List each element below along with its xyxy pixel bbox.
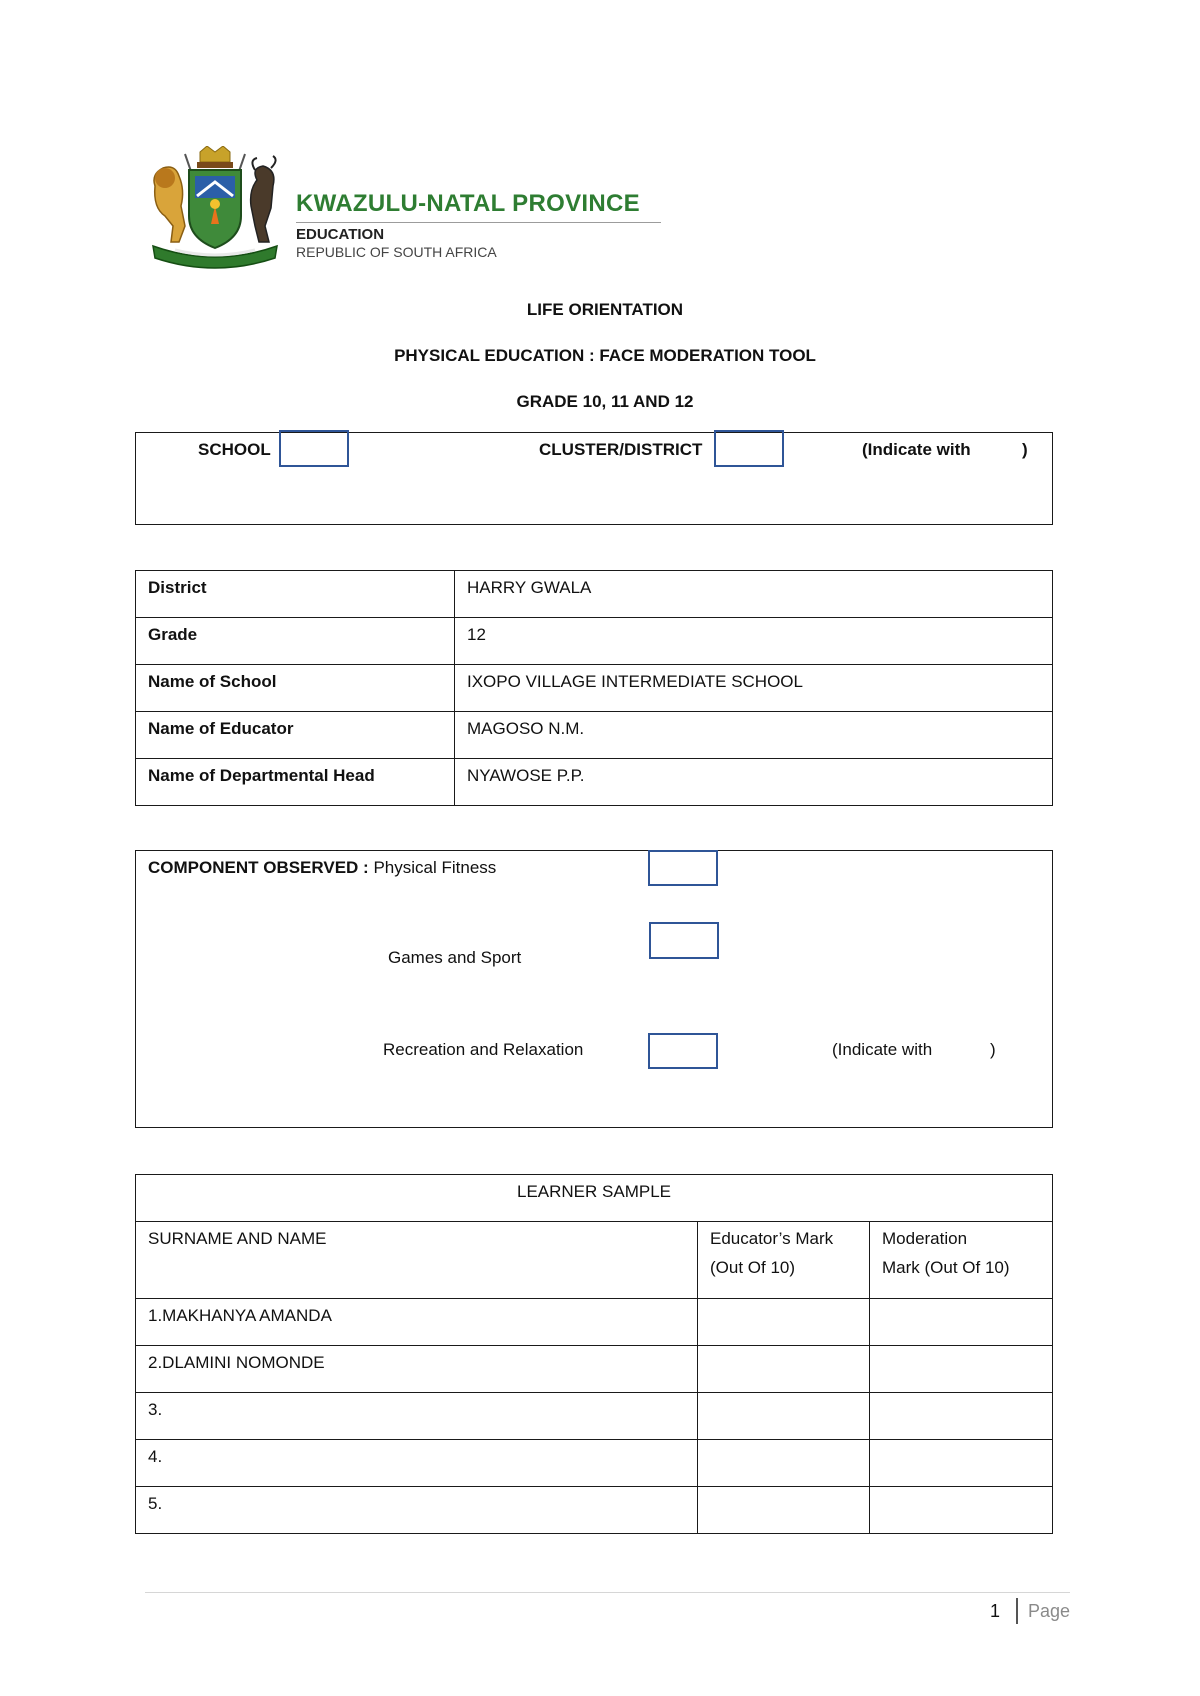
learner-name: 1.MAKHANYA AMANDA [136,1299,698,1346]
column-header-educator-mark [698,1222,870,1299]
page-separator [1016,1598,1018,1624]
component-option-physical-fitness: Physical Fitness [373,858,497,877]
cluster-district-tickbox[interactable] [714,430,784,467]
info-value: HARRY GWALA [455,571,1053,618]
school-tickbox[interactable] [279,430,349,467]
info-label: Grade [136,618,455,665]
educator-mark-cell[interactable] [698,1440,870,1487]
department-name: EDUCATION [296,226,385,243]
title-subject: LIFE ORIENTATION [526,300,684,319]
info-label: Name of Educator [136,712,455,759]
learner-name: 4. [136,1440,698,1487]
educator-mark-cell[interactable] [698,1487,870,1534]
recreation-tickbox[interactable] [648,1033,718,1069]
table-row [136,1393,1053,1440]
learner-sample-table [135,1174,1053,1534]
table-row [136,712,1053,759]
title-grades: GRADE 10, 11 AND 12 [516,392,694,411]
country-name: REPUBLIC OF SOUTH AFRICA [296,244,497,260]
column-header-moderation-mark [870,1222,1053,1299]
table-row [136,1346,1053,1393]
cluster-district-label: CLUSTER/DISTRICT [539,440,703,459]
province-name: KWAZULU-NATAL PROVINCE [296,190,640,217]
learner-sample-title: LEARNER SAMPLE [136,1175,1053,1222]
info-value: 12 [455,618,1053,665]
component-option-recreation: Recreation and Relaxation [383,1040,584,1059]
learner-name: 3. [136,1393,698,1440]
indicate-with-note: (Indicate with [862,440,971,459]
moderation-mark-cell[interactable] [870,1393,1053,1440]
kzn-coat-of-arms-icon [145,146,285,274]
school-info-table [135,570,1053,806]
column-header-moderation-line1: Moderation [882,1229,968,1248]
table-row [136,665,1053,712]
component-option-games-sport: Games and Sport [388,948,522,967]
table-row [136,618,1053,665]
component-label: COMPONENT OBSERVED : [148,858,369,877]
physical-fitness-tickbox[interactable] [648,850,718,886]
games-sport-tickbox[interactable] [649,922,719,959]
header-divider [296,222,661,223]
learner-name: 2.DLAMINI NOMONDE [136,1346,698,1393]
table-row [136,1175,1053,1222]
table-row [136,1299,1053,1346]
educator-mark-cell[interactable] [698,1299,870,1346]
info-value: NYAWOSE P.P. [455,759,1053,806]
moderation-mark-cell[interactable] [870,1487,1053,1534]
component-observed-box [135,850,1053,1128]
table-row [136,759,1053,806]
moderation-mark-cell[interactable] [870,1299,1053,1346]
column-header-moderation-line2: Mark (Out Of 10) [882,1258,1010,1277]
component-label-row [148,858,496,878]
info-label: District [136,571,455,618]
column-header-educator-line1: Educator’s Mark [710,1229,834,1248]
info-label: Name of Departmental Head [136,759,455,806]
info-value: IXOPO VILLAGE INTERMEDIATE SCHOOL [455,665,1053,712]
educator-mark-cell[interactable] [698,1393,870,1440]
page-label: Page [1028,1601,1071,1621]
info-value: MAGOSO N.M. [455,712,1053,759]
title-tool: PHYSICAL EDUCATION : FACE MODERATION TOOL [394,346,816,365]
page-number: 1 [990,1601,1001,1621]
table-row [136,1487,1053,1534]
school-label: SCHOOL [198,440,271,459]
moderation-mark-cell[interactable] [870,1440,1053,1487]
table-header-row [136,1222,1053,1299]
indicate-with-note-close: ) [990,1040,996,1059]
column-header-name: SURNAME AND NAME [136,1222,698,1299]
info-label: Name of School [136,665,455,712]
footer-divider [145,1592,1070,1593]
column-header-educator-line2: (Out Of 10) [710,1258,796,1277]
learner-name: 5. [136,1487,698,1534]
moderation-mark-cell[interactable] [870,1346,1053,1393]
table-row [136,571,1053,618]
educator-mark-cell[interactable] [698,1346,870,1393]
indicate-with-note: (Indicate with [832,1040,933,1059]
indicate-with-note-close: ) [1022,440,1028,459]
table-row [136,1440,1053,1487]
